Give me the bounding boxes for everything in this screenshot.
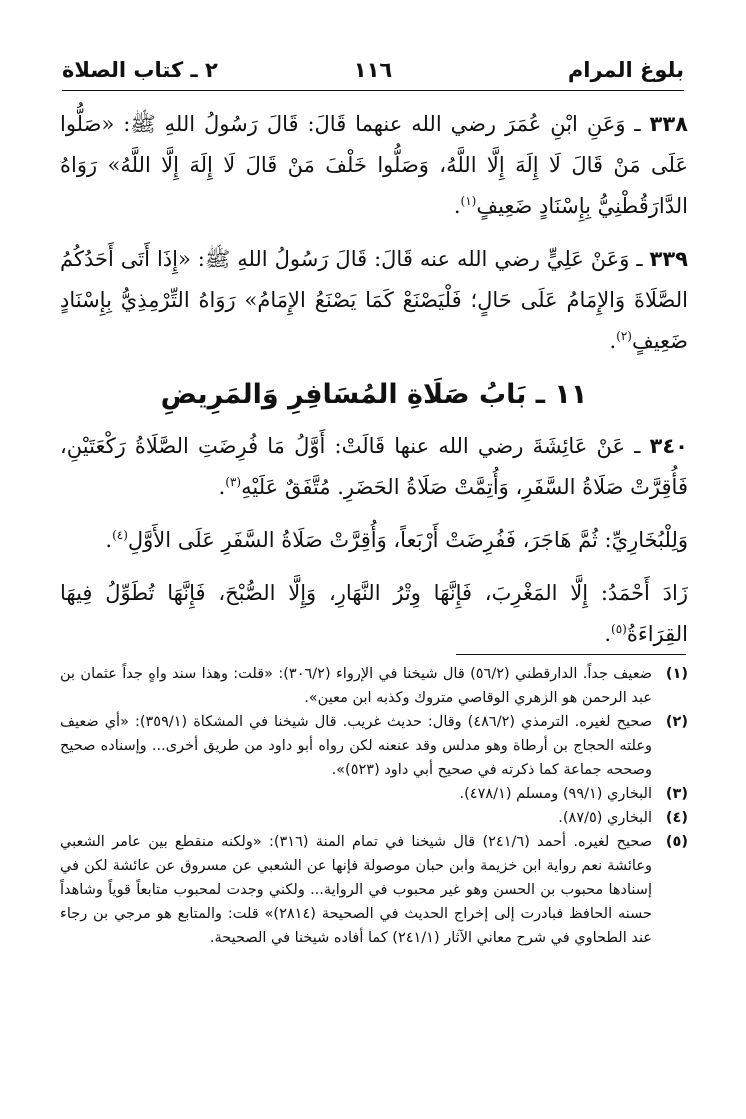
hadith-number: ٣٣٨ <box>649 112 688 136</box>
hadith-end: . <box>453 194 461 218</box>
footnote-text: البخاري (٨٧/٥). <box>558 810 652 826</box>
addition-end: . <box>604 622 612 646</box>
footnote-text: البخاري (٩٩/١) ومسلم (٤٧٨/١). <box>459 786 652 802</box>
footnote-number: (٣) <box>665 786 688 802</box>
hadith-text: ـ وَعَنْ عَلِيٍّ رضي الله عنه قَالَ: قَالَ رَسُولُ اللهِ ﷺ: «إِذَا أَتَى أَحَدُكُمُ الصَّلَاةَ وَالإِمَامُ عَلَى حَالٍ؛ فَلْيَصْنَعْ كَمَا يَصْنَعُ الإِمَامُ» رَوَاهُ التِّرْمِذِيُّ بِإِسْنَادٍ ضَعِيفٍ <box>60 247 688 353</box>
footnote <box>60 782 688 806</box>
hadith-end: . <box>218 475 226 499</box>
footnote-ref: (٢) <box>616 329 632 343</box>
chapter-title: ٢ ـ كتاب الصلاة <box>62 58 218 82</box>
footnote <box>60 806 688 830</box>
hadith-339 <box>60 239 688 362</box>
hadith-number: ٣٣٩ <box>649 247 688 271</box>
footnote-text: صحيح لغيره. الترمذي (٤٨٦/٢) وقال: حديث غريب. قال شيخنا في المشكاة (٣٥٩/١): «أي ضعيف وعلته الحجاج بن أرطاة وهو مدلس وقد عنعنه لكن رواه أبو داود من طريق أخرى... وإسناده صحيح وصححه جماعة كما ذكرته في صحيح أبي داود (٥٢٣)». <box>60 714 653 778</box>
page-number: ١١٦ <box>353 58 393 82</box>
footnote-ref: (٤) <box>112 528 128 542</box>
addition-end: . <box>105 528 113 552</box>
hadith-338 <box>60 104 688 227</box>
footnote-ref: (٥) <box>611 622 627 636</box>
section-title: ١١ ـ بَابُ صَلَاةِ المُسَافِرِ وَالمَرِيضِ <box>160 379 588 410</box>
addition-text: زَادَ أَحْمَدُ: إِلَّا المَغْرِبَ، فَإِنَّهَا وِتْرُ النَّهَارِ، وَإِلَّا الصُّبْحَ، فَإِنَّهَا تُطَوِّلُ فِيهَا القِرَاءَةُ <box>60 581 688 646</box>
hadith-number: ٣٤٠ <box>649 434 688 458</box>
bukhari-addition <box>60 520 688 561</box>
footnote-divider <box>456 654 686 655</box>
footnote-ref: (٣) <box>225 475 242 489</box>
footnotes <box>60 662 688 950</box>
footnote-text: صحيح لغيره. أحمد (٢٤١/٦) قال شيخنا في تمام المنة (٣١٦): «ولكنه منقطع بين عامر الشعبي وعائشة نعم رواية ابن خزيمة وابن حبان موصولة فإنها عن الشعبي عن مسروق عن عائشة لكن في إسنادها محبوب بن الحسن وهو غير محبوب في الرواية... ولكني وجدت لمحبوب متابعاً قوياً وشاهداً حسنه الحافظ فبادرت إلى إخراج الحديث في الصحيحة (٢٨١٤)» قلت: والمتابع هو مرجي بن رجاء عند الطحاوي في شرح معاني الآثار (٢٤١/١) كما أفاده شيخنا في الصحيحة. <box>60 834 653 946</box>
book-title: بلوغ المرام <box>567 58 684 82</box>
footnote <box>60 830 688 950</box>
ahmad-addition <box>60 573 688 655</box>
footnote <box>60 710 688 782</box>
hadith-340 <box>60 426 688 508</box>
footnote-number: (٥) <box>665 834 688 850</box>
footnote-number: (٤) <box>665 810 688 826</box>
hadith-end: . <box>609 329 617 353</box>
footnote-number: (٢) <box>665 714 688 730</box>
addition-text: وَلِلْبُخَارِيِّ: ثُمَّ هَاجَرَ، فَفُرِضَتْ أَرْبَعاً، وَأُقِرَّتْ صَلَاةُ السَّفَرِ عَلَى الأَوَّلِ <box>127 528 688 552</box>
page-header <box>62 56 684 91</box>
footnote <box>60 662 688 710</box>
footnote-ref: (١) <box>460 194 477 208</box>
main-text <box>60 104 688 667</box>
hadith-text: ـ عَنْ عَائِشَةَ رضي الله عنها قَالَتْ: أَوَّلُ مَا فُرِضَتِ الصَّلَاةُ رَكْعَتَيْنِ، فَأُقِرَّتْ صَلَاةُ السَّفَرِ، وَأُتِمَّتْ صَلَاةُ الحَضَرِ. مُتَّفَقٌ عَلَيْهِ <box>60 434 688 499</box>
hadith-text: ـ وَعَنِ ابْنِ عُمَرَ رضي الله عنهما قَالَ: قَالَ رَسُولُ اللهِ ﷺ: «صَلُّوا عَلَى مَنْ قَالَ لَا إِلَهَ إِلَّا اللَّهُ، وَصَلُّوا خَلْفَ مَنْ قَالَ لَا إِلَهَ إِلَّا اللَّهُ» رَوَاهُ الدَّارَقُطْنِيُّ بِإِسْنَادٍ ضَعِيفٍ <box>60 112 688 218</box>
footnote-number: (١) <box>665 666 688 682</box>
footnote-text: ضعيف جداً. الدارقطني (٥٦/٢) قال شيخنا في الإرواء (٣٠٦/٢): «قلت: وهذا سند واهٍ جداً عثمان بن عبد الرحمن هو الزهري الوقاصي متروك وكذبه ابن معين». <box>60 666 652 706</box>
